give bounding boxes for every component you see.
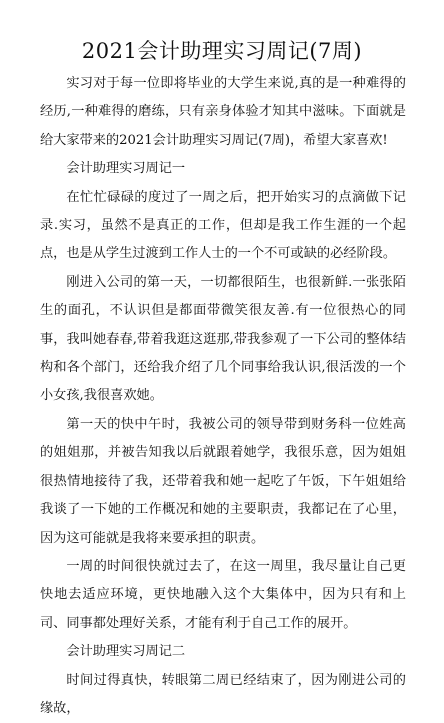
- week-1-paragraph-3: 第一天的快中午时，我被公司的领导带到财务科一位姓高的姐姐那，并被告知我以后就跟着她学，我很乐意，因为姐姐很热情地接待了我，还带着我和她一起吃了午饭，下午姐姐给我谈了一下她的工作概况和她的主要职责，我都记在了心里，因为这可能就是我将来要承担的职责。: [40, 416, 406, 546]
- week-2-paragraph-1: 时间过得真快，转眼第二周已经结束了，因为刚进公司的缘故，: [40, 672, 406, 716]
- section-heading-week-1: 会计助理实习周记一: [66, 161, 186, 177]
- week-1-paragraph-4: 一周的时间很快就过去了，在这一周里，我尽量让自己更快地去适应环境，更快地融入这个大集体中，因为只有和上司、同事都处理好关系，才能有利于自己工作的展开。: [40, 558, 406, 631]
- section-heading-week-2: 会计助理实习周记二: [66, 644, 186, 660]
- intro-paragraph: 实习对于每一位即将毕业的大学生来说,真的是一种难得的经历,一种难得的磨练，只有亲身体验才知其中滋味。下面就是给大家带来的2021会计助理实习周记(7周)，希望大家喜欢!: [40, 76, 406, 148]
- week-1-paragraph-2: 刚进入公司的第一天，一切都很陌生，也很新鲜.一张张陌生的面孔，不认识但是都面带微笑很友善.有一位很热心的同事，我叫她春春,带着我逛这逛那,带我参观了一下公司的整体结构和各个部门，还给我介绍了几个同事给我认识,很活泼的一个小女孩,我很喜欢她。: [40, 274, 406, 404]
- document-title: 2021会计助理实习周记(7周): [81, 39, 363, 63]
- week-1-paragraph-1: 在忙忙碌碌的度过了一周之后，把开始实习的点滴做下记录.实习，虽然不是真正的工作，但却是我工作生涯的一个起点，也是从学生过渡到工作人士的一个不可或缺的必经阶段。: [40, 189, 406, 262]
- document-body: [40, 70, 406, 723]
